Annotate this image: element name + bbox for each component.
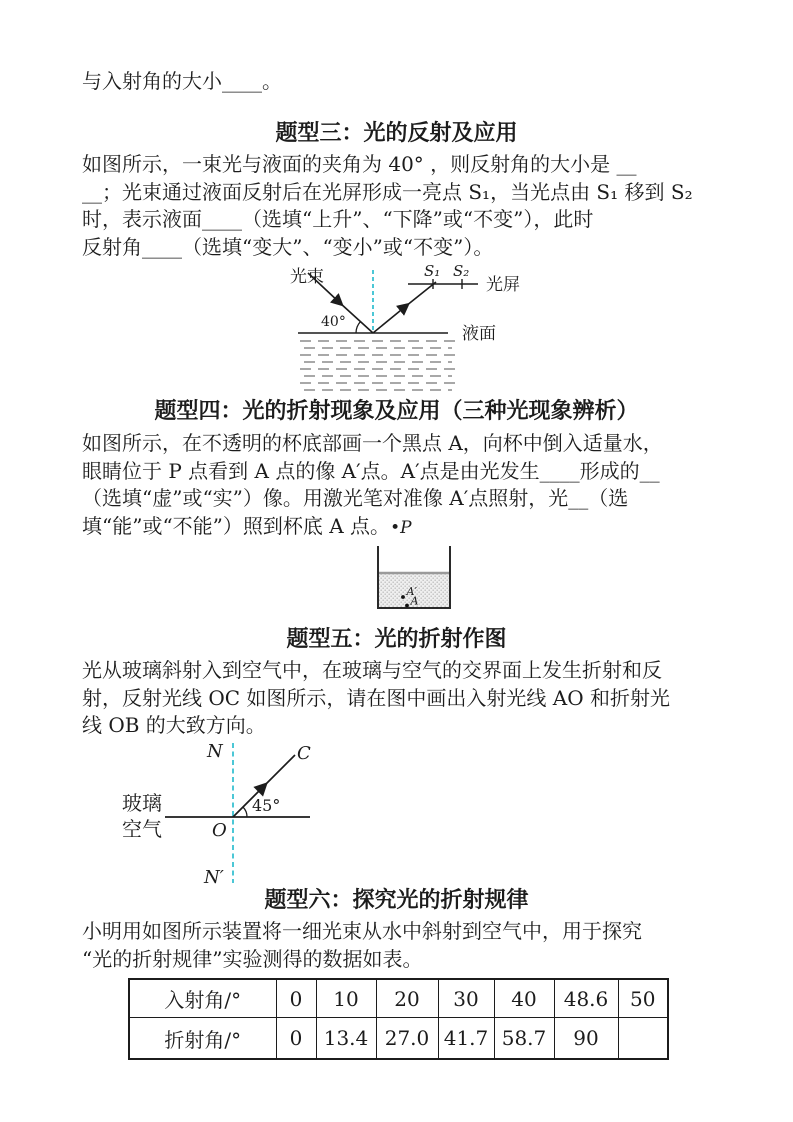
text-line: “光的折射规律”实验测得的数据如表。 xyxy=(82,946,423,971)
section3-paragraph xyxy=(82,151,717,261)
table-row xyxy=(129,1018,668,1060)
table-cell: 13.4 xyxy=(316,1018,376,1060)
table-cell: 50 xyxy=(618,979,668,1018)
section3-heading: 题型三：光的反射及应用 xyxy=(275,120,518,146)
table-cell: 48.6 xyxy=(554,979,618,1018)
reflected-ray xyxy=(373,282,436,333)
table-cell xyxy=(618,1018,668,1060)
table-cell: 41.7 xyxy=(438,1018,494,1060)
table-cell: 40 xyxy=(494,979,554,1018)
a-dot xyxy=(405,604,409,608)
table-cell: 折射角/° xyxy=(129,1018,276,1060)
s2-label: S₂ xyxy=(453,262,470,280)
section6-paragraph xyxy=(82,918,717,973)
text-line: 射，反射光线 OC 如图所示，请在图中画出入射光线 AO 和折射光 xyxy=(82,685,670,710)
glass-label: 玻璃 xyxy=(122,791,162,815)
liquid-hatching xyxy=(300,341,456,390)
text-line: 如图所示，在不透明的杯底部画一个黑点 A，向杯中倒入适量水， xyxy=(82,431,663,455)
table-cell: 90 xyxy=(554,1018,618,1060)
section4-heading: 题型四：光的折射现象及应用（三种光现象辨析） xyxy=(154,398,639,424)
table-cell: 30 xyxy=(438,979,494,1018)
angle-arc xyxy=(356,322,361,333)
table-cell: 20 xyxy=(376,979,438,1018)
section6-heading: 题型六：探究光的折射规律 xyxy=(264,887,529,913)
air-label: 空气 xyxy=(122,817,162,841)
refraction-diagram xyxy=(100,735,340,890)
intro-paragraph xyxy=(82,68,717,96)
beam-label: 光束 xyxy=(290,267,324,287)
refraction-data-table xyxy=(128,978,669,1060)
text-line: （选填“虚”或“实”）像。用激光笔对准像 A′点照射，光__（选 xyxy=(82,486,629,510)
origin-label: O xyxy=(212,820,227,841)
section5-heading: 题型五：光的折射作图 xyxy=(286,626,507,652)
section5-paragraph xyxy=(82,657,717,740)
text-line: 眼睛位于 P 点看到 A 点的像 A′点。A′点是由光发生____形成的__ xyxy=(82,458,660,483)
screen-label: 光屏 xyxy=(486,275,520,295)
angle-label: 45° xyxy=(252,796,281,815)
angle-arc xyxy=(243,807,247,817)
text-line: 线 OB 的大致方向。 xyxy=(82,713,266,737)
table-cell: 入射角/° xyxy=(129,979,276,1018)
table-cell: 27.0 xyxy=(376,1018,438,1060)
text-line: 时，表示液面____（选填“上升”、“下降”或“不变”），此时 xyxy=(82,207,594,231)
text-line: 如图所示，一束光与液面的夹角为 40° ，则反射角的大小是 __ xyxy=(82,152,637,176)
cup-diagram xyxy=(370,515,490,615)
table-row xyxy=(129,979,668,1018)
reflection-diagram xyxy=(280,258,580,403)
table-cell: 0 xyxy=(276,1018,316,1060)
text-line: __；光束通过液面反射后在光屏形成一亮点 S₁，当光点由 S₁ 移到 S₂ xyxy=(82,179,693,204)
s1-label: S₁ xyxy=(424,262,441,280)
normal-top-label: N xyxy=(207,741,223,762)
p-point-label: •P xyxy=(390,517,412,538)
a-prime-label: A′ xyxy=(406,585,417,598)
text-line: 反射角____（选填“变大”、“变小”或“不变”）。 xyxy=(82,234,494,259)
normal-bottom-label: N′ xyxy=(204,867,224,888)
angle-label: 40° xyxy=(321,314,346,330)
text-line: 小明用如图所示装置将一细光束从水中斜射到空气中，用于探究 xyxy=(82,919,642,943)
table-cell: 10 xyxy=(316,979,376,1018)
table-cell: 58.7 xyxy=(494,1018,554,1060)
a-label: A xyxy=(410,594,419,608)
a-prime-dot xyxy=(401,595,405,599)
text-line-part: 填“能”或“不能”）照到杯底 A 点。 xyxy=(82,513,391,538)
text-line: 光从玻璃斜射入到空气中，在玻璃与空气的交界面上发生折射和反 xyxy=(82,658,662,682)
ray-c-label: C xyxy=(297,743,311,764)
intro-line: 与入射角的大小____。 xyxy=(82,69,282,93)
table-cell: 0 xyxy=(276,979,316,1018)
surface-label: 液面 xyxy=(462,324,496,344)
